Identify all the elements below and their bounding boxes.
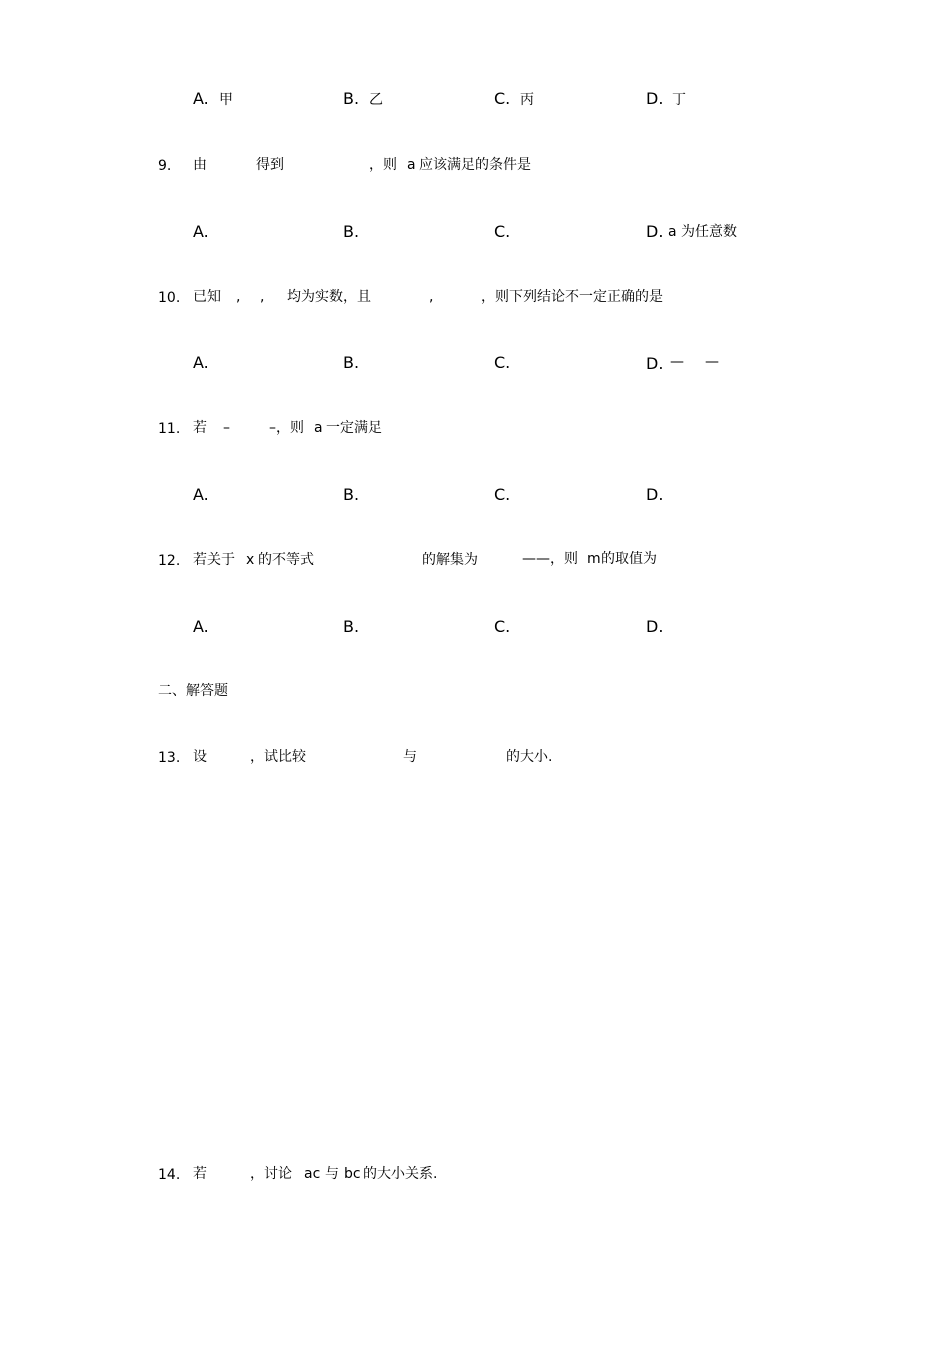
- q14-part-6: 的大小关系.: [363, 1166, 438, 1182]
- q13-part-4: 的大小.: [506, 749, 553, 765]
- q11-part-5: 一定满足: [326, 420, 382, 436]
- q11-part-3: –，则: [269, 420, 304, 436]
- q8-option-a-text: 甲: [219, 92, 233, 108]
- q14-part-2: ，讨论: [250, 1166, 292, 1182]
- q11-part-1: 若: [193, 420, 207, 436]
- q10-part-4: 均为实数，且: [287, 289, 371, 305]
- q14-part-5: bc: [344, 1166, 361, 1182]
- q14-part-4: 与: [325, 1166, 339, 1182]
- q14-part-1: 若: [193, 1166, 207, 1182]
- q12-part-5: ——，则: [522, 551, 578, 567]
- q12-option-b-letter: B.: [343, 617, 360, 636]
- q10-option-d-letter: D.: [646, 354, 664, 373]
- q11-option-a-letter: A.: [193, 485, 209, 504]
- q9-number: 9.: [158, 158, 172, 174]
- q11-part-2: –: [223, 420, 230, 436]
- q8-option-b-letter: B.: [343, 89, 360, 108]
- q10-part-1: 已知: [193, 289, 221, 305]
- q9-option-b-letter: B.: [343, 222, 360, 241]
- q10-part-5: ,: [429, 289, 434, 305]
- q8-option-c-text: 丙: [520, 92, 534, 108]
- section-heading: 二、解答题: [158, 683, 228, 699]
- q9-option-d-letter: D.: [646, 222, 664, 241]
- q12-part-4: 的解集为: [422, 552, 478, 568]
- q9-part-2: 得到: [256, 157, 284, 173]
- q12-option-a-letter: A.: [193, 617, 209, 636]
- q12-part-3: 的不等式: [258, 552, 314, 568]
- q11-option-c-letter: C.: [494, 485, 511, 504]
- q12-option-c-letter: C.: [494, 617, 511, 636]
- q10-option-b-letter: B.: [343, 353, 360, 372]
- q11-part-4: a: [314, 420, 323, 436]
- q13-part-3: 与: [403, 749, 417, 765]
- q12-number: 12.: [158, 553, 181, 569]
- q11-option-b-letter: B.: [343, 485, 360, 504]
- q10-part-3: ,: [260, 289, 265, 305]
- q8-option-d-letter: D.: [646, 89, 664, 108]
- q14-part-3: ac: [304, 1166, 321, 1182]
- q12-part-1: 若关于: [193, 552, 235, 568]
- q12-option-d-letter: D.: [646, 617, 664, 636]
- q10-part-2: ,: [236, 289, 241, 305]
- q10-option-d-dash-1: —: [670, 354, 684, 370]
- q10-option-c-letter: C.: [494, 353, 511, 372]
- q14-number: 14.: [158, 1167, 181, 1183]
- q9-option-a-letter: A.: [193, 222, 209, 241]
- q9-part-1: 由: [193, 157, 207, 173]
- q9-part-5: 应该满足的条件是: [419, 157, 531, 173]
- q9-option-c-letter: C.: [494, 222, 511, 241]
- q13-number: 13.: [158, 750, 181, 766]
- q9-option-d-text: a 为任意数: [668, 224, 738, 240]
- q12-part-6: m: [587, 551, 601, 567]
- q8-option-c-letter: C.: [494, 89, 511, 108]
- q8-option-a-letter: A.: [193, 89, 209, 108]
- q13-part-2: ，试比较: [250, 749, 306, 765]
- q10-option-d-dash-2: —: [705, 354, 719, 370]
- q10-part-6: ，则下列结论不一定正确的是: [481, 289, 663, 305]
- q8-option-d-text: 丁: [672, 92, 686, 108]
- q11-option-d-letter: D.: [646, 485, 664, 504]
- q12-part-7: 的取值为: [601, 551, 657, 567]
- q9-part-3: ，则: [369, 157, 397, 173]
- q10-option-a-letter: A.: [193, 353, 209, 372]
- q8-option-b-text: 乙: [369, 92, 383, 108]
- q10-number: 10.: [158, 290, 181, 306]
- q11-number: 11.: [158, 421, 181, 437]
- q13-part-1: 设: [193, 749, 207, 765]
- q12-part-2: x: [246, 552, 255, 568]
- q9-part-4: a: [407, 157, 416, 173]
